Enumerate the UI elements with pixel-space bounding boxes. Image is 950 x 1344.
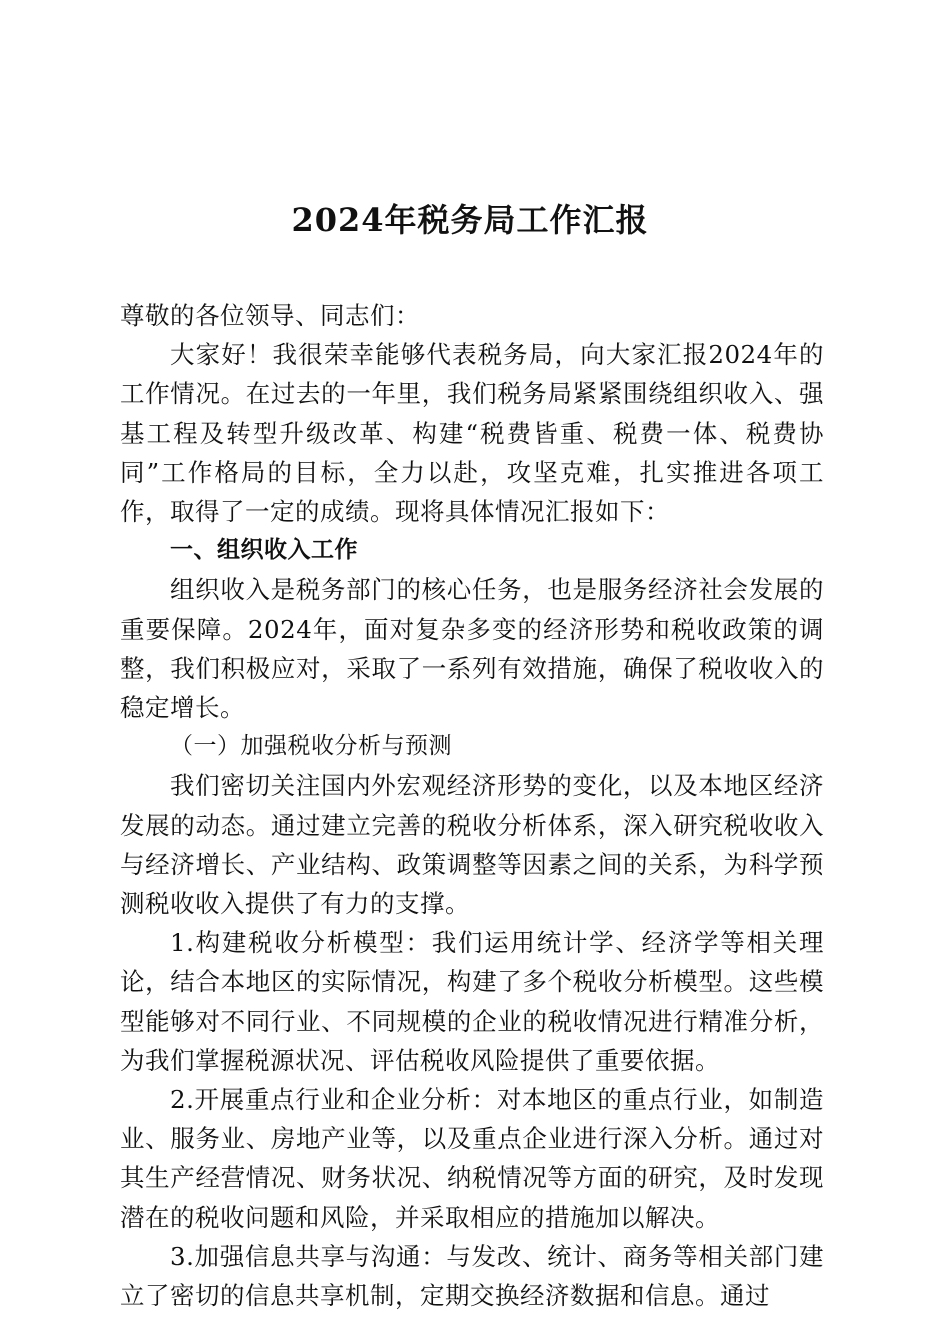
list-item-2: 2.开展重点行业和企业分析：对本地区的重点行业，如制造业、服务业、房地产业等，以及重点企业进行深入分析。通过对其生产经营情况、财务状况、纳税情况等方面的研究，及时发现潜在的税收问题和风险，并采取相应的措施加以解决。: [120, 1085, 824, 1232]
document-body: [120, 296, 824, 1315]
document-title: 2024年税务局工作汇报: [291, 201, 649, 239]
list-item-1: 1.构建税收分析模型：我们运用统计学、经济学等相关理论，结合本地区的实际情况，构建了多个税收分析模型。这些模型能够对不同行业、不同规模的企业的税收情况进行精准分析，为我们掌握税源状况、评估税收风险提供了重要依据。: [120, 928, 824, 1075]
subsection-paragraph: 我们密切关注国内外宏观经济形势的变化，以及本地区经济发展的动态。通过建立完善的税收分析体系，深入研究税收收入与经济增长、产业结构、政策调整等因素之间的关系，为科学预测税收收入提供了有力的支撑。: [120, 771, 824, 919]
section-paragraph: 组织收入是税务部门的核心任务，也是服务经济社会发展的重要保障。2024年，面对复杂多变的经济形势和税收政策的调整，我们积极应对，采取了一系列有效措施，确保了税收收入的稳定增长。: [120, 575, 824, 723]
subsection-heading: （一）加强税收分析与预测: [170, 733, 452, 760]
greeting-line: 尊敬的各位领导、同志们：: [120, 301, 420, 330]
intro-paragraph: 大家好！我很荣幸能够代表税务局，向大家汇报2024年的工作情况。在过去的一年里，我们税务局紧紧围绕组织收入、强基工程及转型升级改革、构建“税费皆重、税费一体、税费协同”工作格局的目标，全力以赴，攻坚克难，扎实推进各项工作，取得了一定的成绩。现将具体情况汇报如下：: [120, 340, 824, 527]
list-item-3: 3.加强信息共享与沟通：与发改、统计、商务等相关部门建立了密切的信息共享机制，定期交换经济数据和信息。通过: [120, 1241, 824, 1311]
section-heading: 一、组织收入工作: [170, 537, 358, 564]
